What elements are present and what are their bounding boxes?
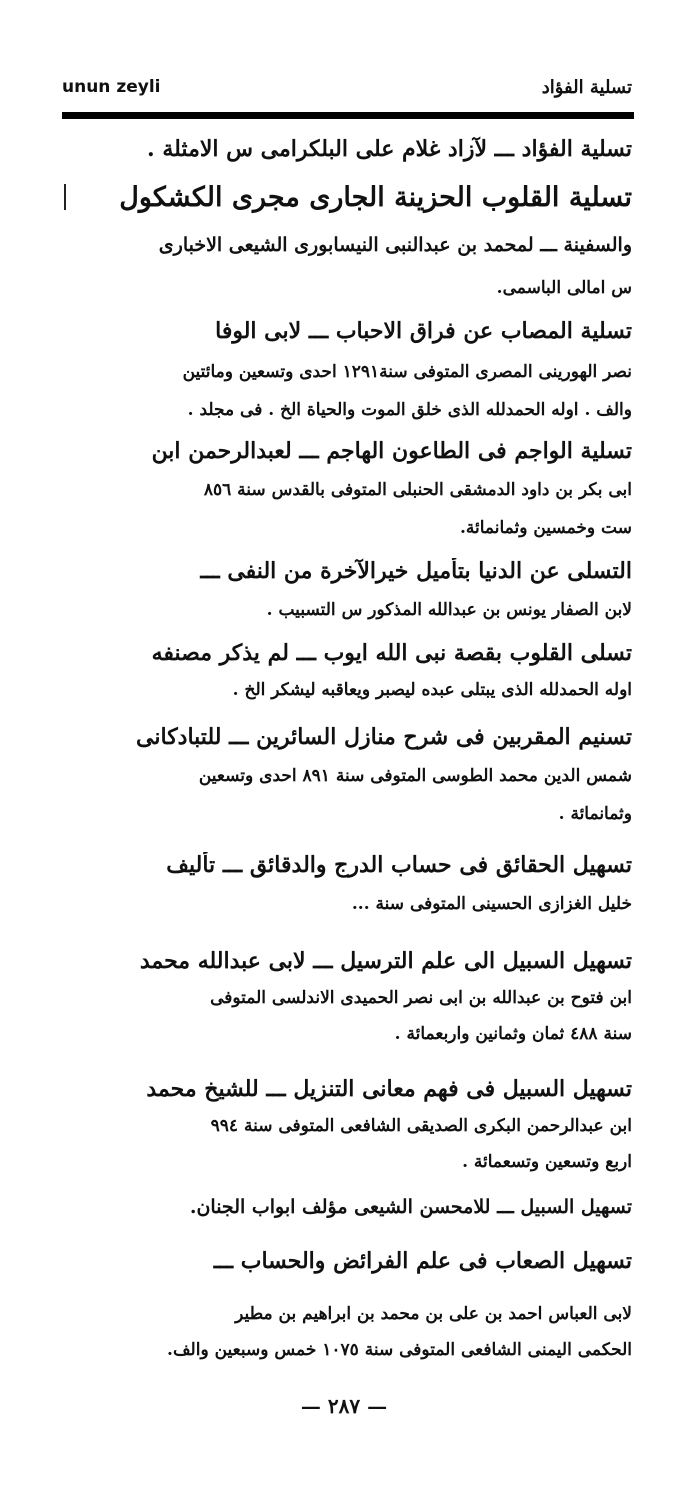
- text-line: لابى العباس احمد بن على بن محمد بن ابراهيم بن مطير: [235, 1304, 632, 1324]
- text-line: تسهيل الحقائق فى حساب الدرج والدقائق ـــ تأليف: [166, 852, 632, 878]
- text-line: اربع وتسعين وتسعمائة .: [462, 1152, 632, 1172]
- text-line: تسلية الفؤاد ـــ لآزاد غلام على البلكرامى س الامثلة .: [147, 136, 632, 162]
- text-line: تسلية المصاب عن فراق الاحباب ـــ لابى الوفا: [215, 318, 632, 344]
- text-line: ابى بكر بن داود الدمشقى الحنبلى المتوفى بالقدس سنة ٨٥٦: [203, 480, 632, 500]
- text-line: ابن فتوح بن عبدالله بن ابى نصر الحميدى الاندلسى المتوفى: [210, 988, 632, 1008]
- text-line: تسلى القلوب بقصة نبى الله ايوب ـــ لم يذكر مصنفه: [151, 640, 632, 666]
- text-line: نصر الهورينى المصرى المتوفى سنة١٢٩١ احدى وتسعين ومائتين: [182, 362, 632, 382]
- text-line: خليل الغزازى الحسينى المتوفى سنة ...: [351, 894, 632, 914]
- text-line: تسلية القلوب الحزينة الجارى مجرى الكشكول: [119, 182, 632, 213]
- text-line: تسلية الواجم فى الطاعون الهاجم ـــ لعبدالرحمن ابن: [151, 438, 632, 464]
- text-line: سنة ٤٨٨ ثمان وثمانين واربعمائة .: [394, 1024, 632, 1044]
- text-line: تسنيم المقربين فى شرح منازل السائرين ـــ للتبادكانى: [136, 724, 632, 750]
- text-line: شمس الدين محمد الطوسى المتوفى سنة ٨٩١ احدى وتسعين: [198, 766, 632, 786]
- entries-body: [80, 128, 632, 1378]
- margin-mark: [64, 184, 66, 210]
- text-line: س امالى الباسمى.: [496, 278, 632, 298]
- text-line: وثمانمائة .: [558, 804, 632, 824]
- text-line: الحكمى اليمنى الشافعى المتوفى سنة ١٠٧٥ خمس وسبعين والف.: [167, 1340, 632, 1360]
- text-line: تسهيل السبيل ـــ للامحسن الشيعى مؤلف ابواب الجنان.: [189, 1196, 632, 1218]
- header-right-title: تسلية الفؤاد: [541, 76, 632, 98]
- text-line: والسفينة ـــ لمحمد بن عبدالنبى النيسابورى الشيعى الاخبارى: [158, 234, 632, 256]
- text-line: تسهيل السبيل فى فهم معانى التنزيل ـــ للشيخ محمد: [146, 1076, 632, 1102]
- text-line: التسلى عن الدنيا بتأميل خيرالآخرة من النفى ـــ: [200, 558, 632, 584]
- text-line: ست وخمسين وثمانمائة.: [459, 518, 632, 538]
- running-header: [62, 72, 632, 102]
- header-rule: [62, 112, 634, 119]
- text-line: تسهيل السبيل الى علم الترسيل ـــ لابى عبدالله محمد: [139, 948, 632, 974]
- page-number: — ٢٨٧ —: [300, 1394, 388, 1418]
- header-left-text: unun zeyli: [62, 77, 161, 97]
- text-line: اوله الحمدلله الذى يبتلى عبده ليصبر ويعاقبه ليشكر الخ .: [232, 680, 632, 700]
- text-line: والف . اوله الحمدلله الذى خلق الموت والحياة الخ . فى مجلد .: [187, 400, 632, 420]
- text-line: ابن عبدالرحمن البكرى الصديقى الشافعى المتوفى سنة ٩٩٤: [210, 1116, 632, 1136]
- text-line: لابن الصفار يونس بن عبدالله المذكور س التسبيب .: [266, 600, 632, 620]
- text-line: تسهيل الصعاب فى علم الفرائض والحساب ـــ: [213, 1248, 632, 1274]
